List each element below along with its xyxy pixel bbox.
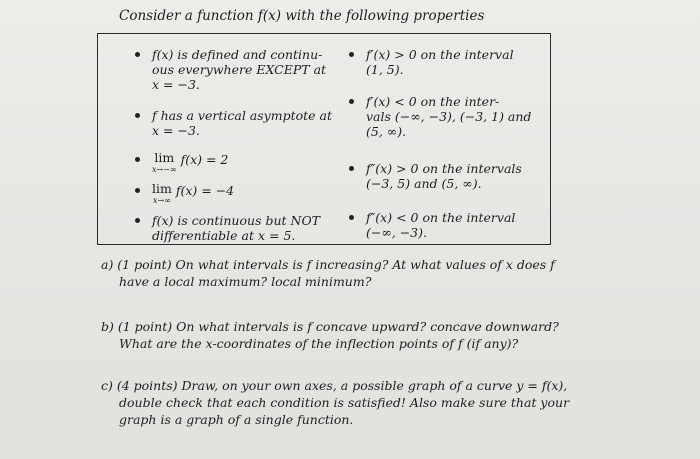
text-line: (1, 5). <box>366 62 404 77</box>
question-b <box>101 318 559 352</box>
text-line: graph is a graph of a single function. <box>119 412 354 427</box>
text-line: have a local maximum? local minimum? <box>119 274 372 289</box>
text-line: vals (−∞, −3), (−3, 1) and <box>366 109 532 124</box>
bullet-dot <box>349 215 354 220</box>
limit-operator: lim x→−∞ <box>152 150 177 174</box>
question-c <box>101 377 569 428</box>
text-line: f″(x) < 0 on the interval <box>366 210 516 225</box>
problem-intro: Consider a function f(x) with the following properties <box>119 8 485 24</box>
property-limit-neg-infinity: lim x→−∞ f(x) = 2 <box>152 152 228 176</box>
text-line: f″(x) > 0 on the intervals <box>366 161 522 176</box>
bullet-dot <box>135 52 140 57</box>
text-line: (−∞, −3). <box>366 225 427 240</box>
property-fprime-positive <box>366 47 514 77</box>
property-fprime-negative <box>366 94 531 139</box>
text-line: f′(x) < 0 on the inter- <box>366 94 500 109</box>
property-limit-pos-infinity: lim x→∞ f(x) = −4 <box>152 183 234 207</box>
bullet-dot <box>135 188 140 193</box>
bullet-dot <box>135 113 140 118</box>
text-line: f(x) is defined and continu- <box>152 47 323 62</box>
text-line: f′(x) > 0 on the interval <box>366 47 514 62</box>
text-line: f(x) is continuous but NOT <box>152 213 321 228</box>
text-line: (5, ∞). <box>366 124 407 139</box>
limit-operator: lim x→∞ <box>152 181 172 205</box>
bullet-dot <box>349 99 354 104</box>
text-line: (−3, 5) and (5, ∞). <box>366 176 482 191</box>
text-line: b) (1 point) On what intervals is f concave upward? concave downward? <box>101 319 559 334</box>
bullet-dot <box>349 52 354 57</box>
property-fdoubleprime-positive <box>366 161 522 191</box>
text-line: f has a vertical asymptote at <box>152 108 332 123</box>
bullet-dot <box>135 218 140 223</box>
text-line: x = −3. <box>152 123 200 138</box>
question-a <box>101 256 555 290</box>
bullet-dot <box>349 166 354 171</box>
text-line: What are the x-coordinates of the inflection points of f (if any)? <box>119 336 519 351</box>
text-line: x = −3. <box>152 77 200 92</box>
bullet-dot <box>135 157 140 162</box>
property-not-differentiable <box>152 213 320 243</box>
text-line: a) (1 point) On what intervals is f increasing? At what values of x does f <box>101 257 555 272</box>
properties-box <box>97 33 551 245</box>
text-line: c) (4 points) Draw, on your own axes, a possible graph of a curve y = f(x), <box>101 378 568 393</box>
text-line: differentiable at x = 5. <box>152 228 296 243</box>
text-line: double check that each condition is satisfied! Also make sure that your <box>119 395 570 410</box>
property-defined <box>152 47 326 92</box>
property-asymptote <box>152 108 332 138</box>
property-fdoubleprime-negative <box>366 210 515 240</box>
text-line: ous everywhere EXCEPT at <box>152 62 327 77</box>
